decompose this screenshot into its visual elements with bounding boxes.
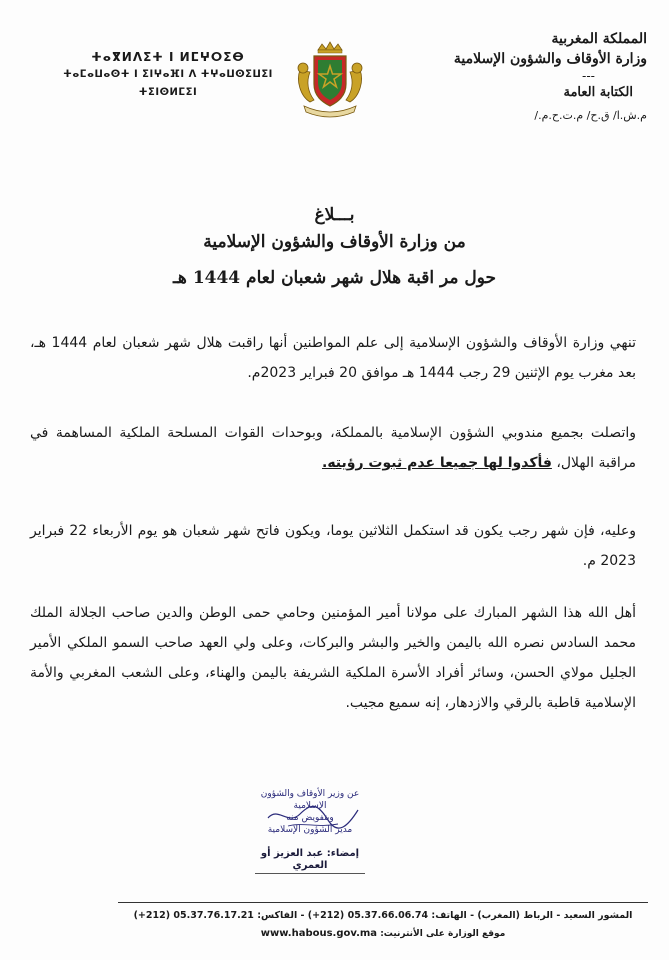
- communique-issuer: من وزارة الأوقاف والشؤون الإسلامية: [203, 232, 466, 252]
- header-tifinagh: [48, 48, 288, 102]
- communique-title: بـــلاغ: [314, 205, 355, 225]
- header-arabic: [407, 30, 647, 125]
- coat-of-arms-icon: [290, 40, 370, 120]
- paragraph-contacts-emphasis: فأكدوا لها جميعا عدم ثبوت رؤيته.: [322, 455, 552, 471]
- paragraph-conclusion: وعليه، فإن شهر رجب يكون قد استكمل الثلاثين يوما، ويكون فاتح شهر شعبان هو يوم الأربعاء 22 فبراير 2023 م.: [30, 523, 636, 569]
- reference-code: م.ش.ا/ ق.ح/ م.ت.ح.م./: [534, 109, 647, 122]
- signature-line-2: وبتفويض منه: [286, 813, 334, 823]
- signature-line-1: عن وزير الأوقاف والشؤون الإسلامية: [260, 789, 360, 811]
- footer-website-line: [118, 926, 648, 942]
- kingdom-name: المملكة المغربية: [551, 31, 647, 47]
- signatory-name: إمضاء: عبد العزيز أو العمري: [255, 848, 365, 874]
- footer-address: المشور السعيد - الرباط (المغرب) - الهاتف: 05.37.66.06.74 (212+) - الفاكس: 05.37.76.17.21 (212+): [133, 910, 633, 921]
- communique-subject: حول مر اقبة هلال شهر شعبان لعام 1444 هـ: [172, 268, 497, 288]
- paragraph-blessing: أهل الله هذا الشهر المبارك على مولانا أمير المؤمنين وحامي حمى الوطن والدين صاحب الجلالة الملك محمد السادس نصره الله باليمن والخير والبشر والبركات، وعلى ولي العهد صاحب السمو الملكي الأمير الجليل مولاي الحسن، وسائر أفراد الأسرة الملكية الشريفة باليمن والهناء، وعلى الشعب المغربي والأمة الإسلامية قاطبة بالرقي والازدهار، إنه سميع مجيب.: [30, 605, 636, 711]
- paragraph-contacts-text: واتصلت بجميع مندوبي الشؤون الإسلامية بالمملكة، وبوحدات القوات المسلحة الملكية المساهمة في مراقبة الهلال،: [30, 425, 636, 471]
- ministry-name: وزارة الأوقاف والشؤون الإسلامية: [453, 51, 647, 67]
- secretariat-name: الكتابة العامة: [563, 85, 633, 100]
- handwritten-signature-icon: [258, 796, 368, 836]
- signature-line-3: مدير الشؤون الإسلامية: [267, 825, 353, 835]
- tifinagh-ministry: ⵜⴰⵎⴰⵡⴰⵙⵜ ⵏ ⵉⵏⵖⴰⴼⵏ ⴷ ⵜⵖⴰⵡⵙⵉⵡⵉⵏ ⵜⵉⵏⵙⵍⵎⵉⵏ: [63, 69, 273, 98]
- paragraph-contacts: [30, 418, 636, 478]
- header-divider: ---: [582, 69, 595, 83]
- tifinagh-kingdom: ⵜⴰⴳⵍⴷⵉⵜ ⵏ ⵍⵎⵖⵔⵉⴱ: [91, 50, 245, 64]
- footer-website-link[interactable]: www.habous.gov.ma: [260, 928, 378, 939]
- footer-divider: [118, 902, 648, 903]
- paragraph-observation: تنهي وزارة الأوقاف والشؤون الإسلامية إلى علم المواطنين أنها راقبت هلال شهر شعبان لعام 1444 هـ، بعد مغرب يوم الإثنين 29 رجب 1444 هـ موافق 20 فبراير 2023م.: [30, 335, 637, 381]
- footer-website-label: موقع الوزارة على الأنترنيت:: [380, 929, 506, 939]
